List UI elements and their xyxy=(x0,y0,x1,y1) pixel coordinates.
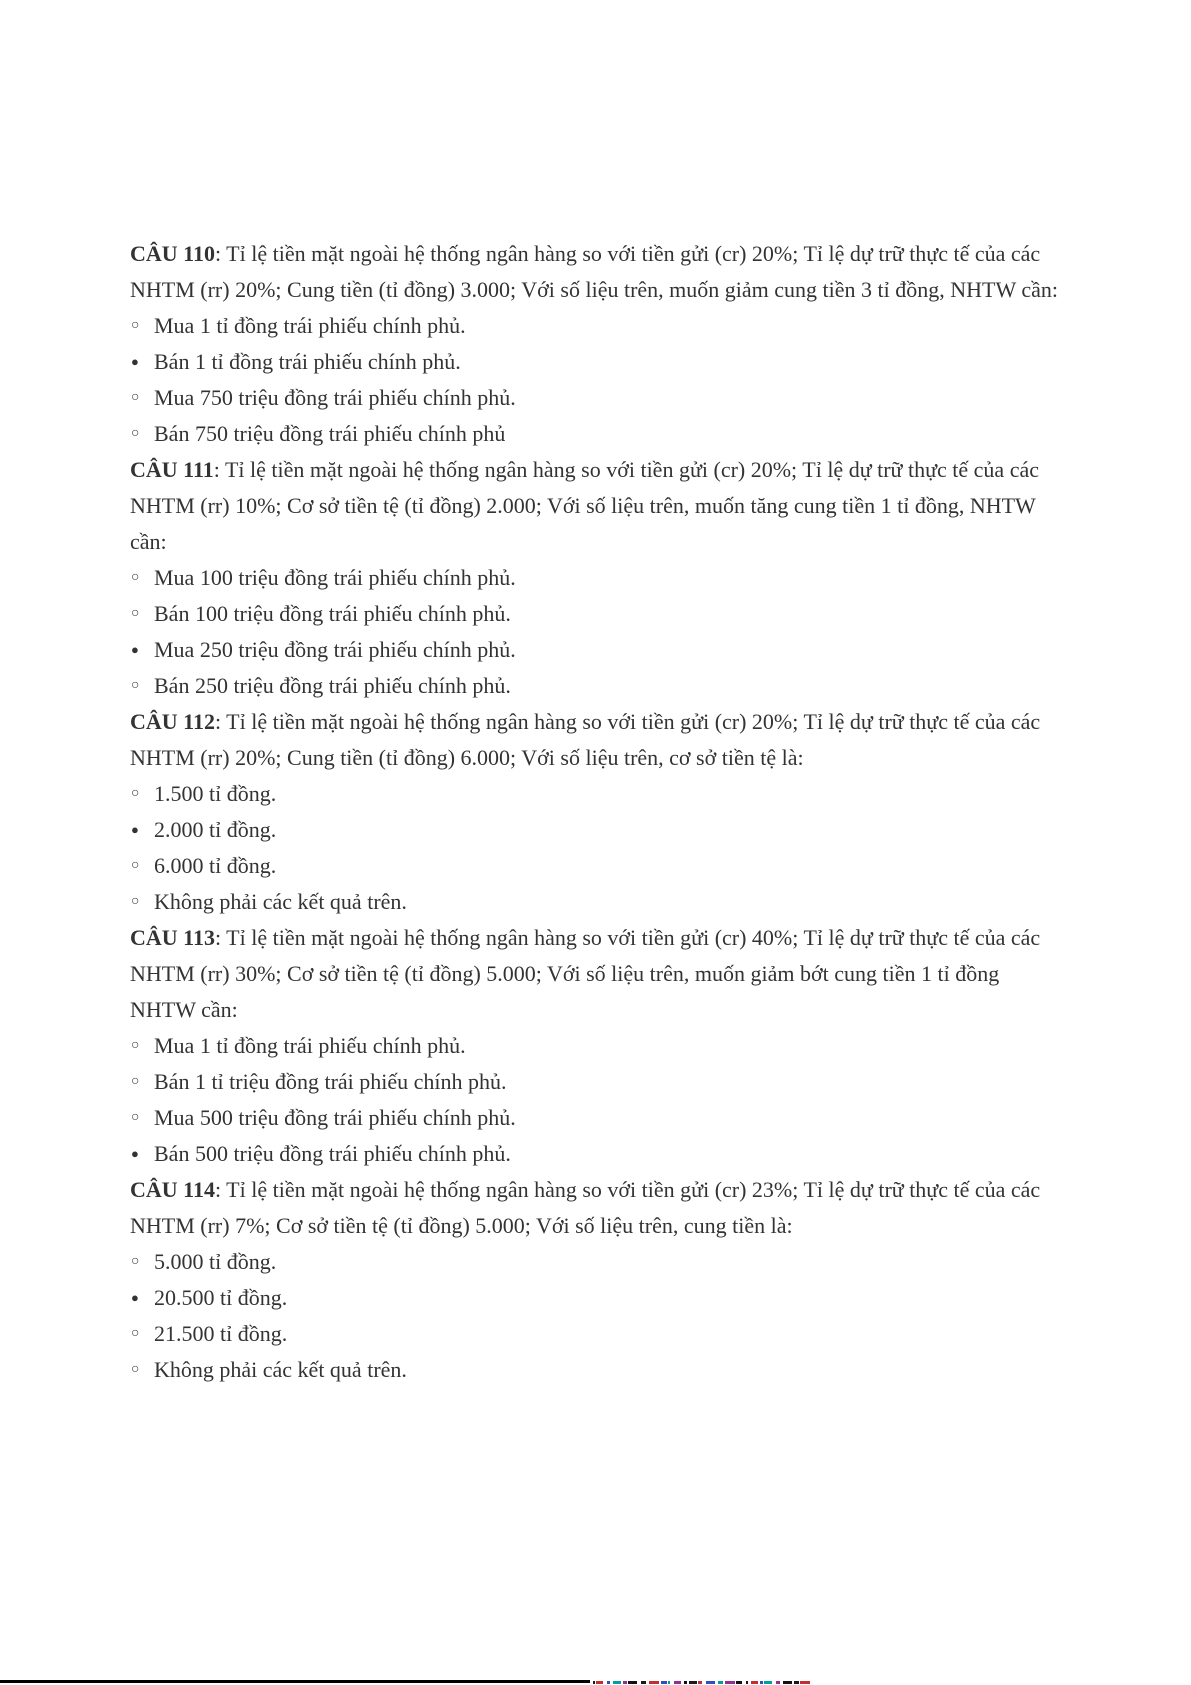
answer-option xyxy=(130,596,1175,632)
answer-option xyxy=(130,416,1175,452)
watermark-fragment xyxy=(593,1681,595,1684)
radio-unselected-icon: ○ xyxy=(131,426,140,441)
answer-option-label: 5.000 tỉ đồng. xyxy=(154,1249,277,1274)
radio-unselected-icon: ○ xyxy=(131,606,140,621)
answer-option xyxy=(130,560,1175,596)
answer-option xyxy=(130,884,1175,920)
watermark-fragment xyxy=(613,1681,621,1684)
answer-option-label: 20.500 tỉ đồng. xyxy=(154,1285,288,1310)
answer-option xyxy=(130,848,1175,884)
answer-option-label: Mua 750 triệu đồng trái phiếu chính phủ. xyxy=(154,385,516,410)
watermark-fragment xyxy=(706,1681,715,1684)
watermark-fragment xyxy=(783,1681,792,1684)
question-stem-line: cần: xyxy=(130,529,167,554)
answer-option xyxy=(130,308,1175,344)
answer-option-label: Không phải các kết quả trên. xyxy=(154,1357,407,1382)
radio-unselected-icon: ○ xyxy=(131,678,140,693)
answer-option-label: 21.500 tỉ đồng. xyxy=(154,1321,288,1346)
answer-option-label: Bán 250 triệu đồng trái phiếu chính phủ. xyxy=(154,673,511,698)
watermark-fragment xyxy=(607,1681,610,1684)
watermark-fragment xyxy=(698,1681,702,1684)
answer-option-label: 6.000 tỉ đồng. xyxy=(154,853,277,878)
answer-option-label: Mua 250 triệu đồng trái phiếu chính phủ. xyxy=(154,637,516,662)
radio-unselected-icon: ○ xyxy=(131,1074,140,1089)
radio-selected-icon: ● xyxy=(131,822,139,837)
radio-unselected-icon: ○ xyxy=(131,1038,140,1053)
radio-selected-icon: ● xyxy=(131,1146,139,1161)
question-block xyxy=(130,704,1175,920)
question-number: CÂU 111 xyxy=(130,457,214,482)
watermark-fragment xyxy=(684,1681,687,1684)
radio-unselected-icon: ○ xyxy=(131,318,140,333)
watermark-fragment xyxy=(596,1681,603,1684)
radio-unselected-icon: ○ xyxy=(131,1110,140,1125)
radio-selected-icon: ● xyxy=(131,1290,139,1305)
answer-option xyxy=(130,1064,1175,1100)
answer-option-label: Bán 1 tỉ đồng trái phiếu chính phủ. xyxy=(154,349,461,374)
question-stem-line xyxy=(130,452,1175,488)
answer-option xyxy=(130,1136,1175,1172)
answer-option xyxy=(130,1244,1175,1280)
watermark-fragment xyxy=(736,1681,742,1684)
question-stem-line xyxy=(130,920,1175,956)
watermark-fragment xyxy=(668,1681,670,1684)
watermark-fragment xyxy=(674,1681,681,1684)
question-stem-line xyxy=(130,704,1175,740)
watermark-fragment xyxy=(746,1681,748,1684)
question-stem-line: NHTM (rr) 10%; Cơ sở tiền tệ (tỉ đồng) 2.000; Với số liệu trên, muốn tăng cung tiền 1 tỉ đồng, NHTW xyxy=(130,493,1036,518)
answer-option xyxy=(130,1352,1175,1388)
answer-option xyxy=(130,344,1175,380)
answer-option xyxy=(130,668,1175,704)
answer-option xyxy=(130,1028,1175,1064)
radio-unselected-icon: ○ xyxy=(131,1254,140,1269)
answer-option xyxy=(130,380,1175,416)
watermark-fragment xyxy=(800,1681,810,1684)
question-number: CÂU 110 xyxy=(130,241,215,266)
watermark-fragment xyxy=(764,1681,772,1684)
question-block xyxy=(130,920,1175,1172)
radio-unselected-icon: ○ xyxy=(131,570,140,585)
question-block xyxy=(130,236,1175,452)
answer-option-label: Mua 100 triệu đồng trái phiếu chính phủ. xyxy=(154,565,516,590)
question-stem-text: : Tỉ lệ tiền mặt ngoài hệ thống ngân hàng so với tiền gửi (cr) 20%; Tỉ lệ dự trữ thực tế của các xyxy=(213,457,1039,482)
radio-unselected-icon: ○ xyxy=(131,858,140,873)
watermark-fragment xyxy=(718,1681,723,1684)
question-stem-text: : Tỉ lệ tiền mặt ngoài hệ thống ngân hàng so với tiền gửi (cr) 20%; Tỉ lệ dự trữ thực tế của các xyxy=(214,709,1041,734)
watermark-fragment xyxy=(760,1681,763,1684)
answer-option-label: Bán 750 triệu đồng trái phiếu chính phủ xyxy=(154,421,506,446)
answer-option-label: Bán 1 tỉ triệu đồng trái phiếu chính phủ. xyxy=(154,1069,507,1094)
answer-option-label: Mua 500 triệu đồng trái phiếu chính phủ. xyxy=(154,1105,516,1130)
question-stem-line: NHTM (rr) 20%; Cung tiền (tỉ đồng) 3.000; Với số liệu trên, muốn giảm cung tiền 3 tỉ đồng, NHTW cần: xyxy=(130,277,1058,302)
watermark-fragment xyxy=(794,1681,799,1684)
answer-option-label: 2.000 tỉ đồng. xyxy=(154,817,277,842)
question-stem-line: NHTW cần: xyxy=(130,997,238,1022)
answer-option-label: Bán 500 triệu đồng trái phiếu chính phủ. xyxy=(154,1141,511,1166)
answer-option-label: Bán 100 triệu đồng trái phiếu chính phủ. xyxy=(154,601,511,626)
page-bottom-bar xyxy=(0,1680,590,1683)
answer-option-label: Không phải các kết quả trên. xyxy=(154,889,407,914)
watermark-fragment xyxy=(641,1681,646,1684)
question-stem-line: NHTM (rr) 30%; Cơ sở tiền tệ (tỉ đồng) 5.000; Với số liệu trên, muốn giảm bớt cung tiền 1 tỉ đồng xyxy=(130,961,1000,986)
answer-option xyxy=(130,1100,1175,1136)
watermark-fragment xyxy=(751,1681,758,1684)
watermark-fragment xyxy=(623,1681,627,1684)
quiz-questions xyxy=(130,236,1175,1388)
watermark-fragment xyxy=(725,1681,735,1684)
question-number: CÂU 113 xyxy=(130,925,215,950)
answer-option xyxy=(130,812,1175,848)
cut-off-watermark xyxy=(593,1681,814,1684)
question-number: CÂU 112 xyxy=(130,709,215,734)
question-block xyxy=(130,1172,1175,1388)
answer-option xyxy=(130,1280,1175,1316)
question-block xyxy=(130,452,1175,704)
watermark-fragment xyxy=(689,1681,697,1684)
question-stem-text: : Tỉ lệ tiền mặt ngoài hệ thống ngân hàng so với tiền gửi (cr) 20%; Tỉ lệ dự trữ thực tế của các xyxy=(214,241,1041,266)
radio-unselected-icon: ○ xyxy=(131,894,140,909)
question-stem-line: NHTM (rr) 20%; Cung tiền (tỉ đồng) 6.000; Với số liệu trên, cơ sở tiền tệ là: xyxy=(130,745,804,770)
radio-selected-icon: ● xyxy=(131,642,139,657)
question-stem-text: : Tỉ lệ tiền mặt ngoài hệ thống ngân hàng so với tiền gửi (cr) 40%; Tỉ lệ dự trữ thực tế của các xyxy=(214,925,1041,950)
answer-option-label: Mua 1 tỉ đồng trái phiếu chính phủ. xyxy=(154,1033,466,1058)
radio-unselected-icon: ○ xyxy=(131,1326,140,1341)
question-stem-line xyxy=(130,1172,1175,1208)
question-number: CÂU 114 xyxy=(130,1177,215,1202)
answer-option-label: Mua 1 tỉ đồng trái phiếu chính phủ. xyxy=(154,313,466,338)
watermark-fragment xyxy=(628,1681,637,1684)
radio-unselected-icon: ○ xyxy=(131,786,140,801)
watermark-fragment xyxy=(661,1681,667,1684)
radio-unselected-icon: ○ xyxy=(131,390,140,405)
watermark-fragment xyxy=(776,1681,780,1684)
answer-option xyxy=(130,632,1175,668)
radio-unselected-icon: ○ xyxy=(131,1362,140,1377)
answer-option xyxy=(130,1316,1175,1352)
question-stem-line xyxy=(130,236,1175,272)
question-stem-line: NHTM (rr) 7%; Cơ sở tiền tệ (tỉ đồng) 5.000; Với số liệu trên, cung tiền là: xyxy=(130,1213,793,1238)
watermark-fragment xyxy=(649,1681,659,1684)
radio-selected-icon: ● xyxy=(131,354,139,369)
question-stem-text: : Tỉ lệ tiền mặt ngoài hệ thống ngân hàng so với tiền gửi (cr) 23%; Tỉ lệ dự trữ thực tế của các xyxy=(214,1177,1041,1202)
answer-option-label: 1.500 tỉ đồng. xyxy=(154,781,277,806)
answer-option xyxy=(130,776,1175,812)
